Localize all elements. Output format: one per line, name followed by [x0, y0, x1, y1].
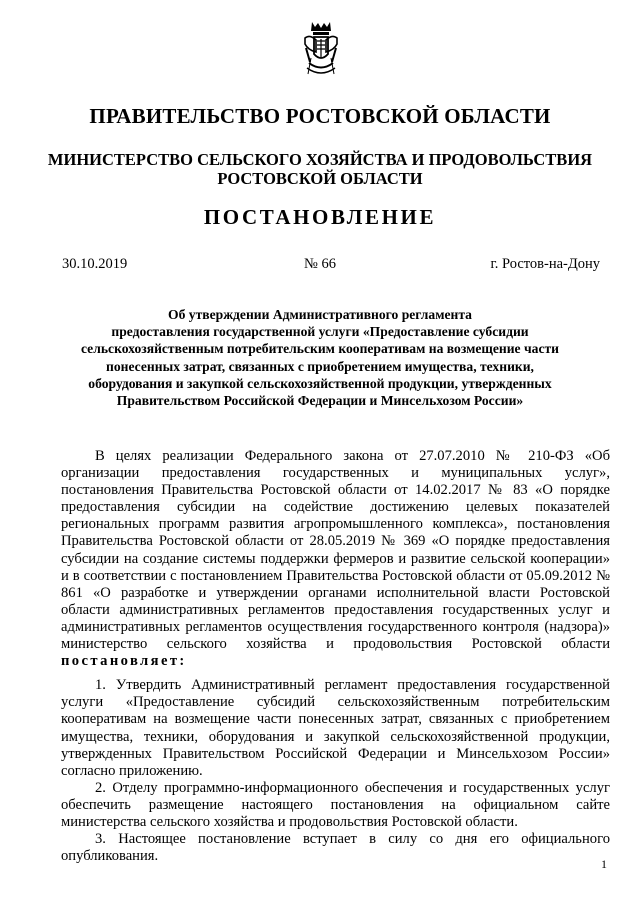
coat-of-arms-icon: [302, 18, 340, 78]
subject-line: предоставления государственной услуги «Предоставление субсидии: [111, 324, 529, 340]
document-type-title: ПОСТАНОВЛЕНИЕ: [203, 205, 437, 229]
subject-line: понесенных затрат, связанных с приобретением имущества, техники,: [106, 358, 534, 374]
subject-line: сельскохозяйственным потребительским кооперативам на возмещение части: [80, 341, 559, 357]
preamble-text: В целях реализации Федерального закона от 27.07.2010 № 210-ФЗ «Об организации предоставления государственных и муниципальных услуг», постановления Правительства Ростовской области от 14.02.2017 № 83 «О порядке предоставления субсидии на содействие достижению целевых показателей региональных программ развития агропромышленного комплекса», постановления Правительства Ростовской области от 28.05.2019 № 369 «О порядке предоставления субсидии на создание системы поддержки фермеров и развитие сельской кооперации» и в соответствии с постановлением Правительства Ростовской области от 05.09.2012 № 861 «О разработке и утверждении органами исполнительной власти Ростовской области административных регламентов предоставления государственных услуг и административных регламентов осуществления государственного контроля (надзора)» министерство сельского хозяйства и продовольствия Ростовской области: [61, 448, 610, 653]
preamble-paragraph: [61, 448, 610, 670]
document-city: г. Ростов-на-Дону: [490, 256, 600, 272]
ministry-heading-line: РОСТОВСКОЙ ОБЛАСТИ: [217, 169, 423, 188]
page-number: 1: [601, 857, 607, 871]
government-heading: ПРАВИТЕЛЬСТВО РОСТОВСКОЙ ОБЛАСТИ: [89, 104, 551, 128]
subject-line: Об утверждении Административного регламента: [168, 307, 472, 322]
ministry-heading: [20, 150, 620, 188]
ministry-heading-line: МИНИСТЕРСТВО СЕЛЬСКОГО ХОЗЯЙСТВА И ПРОДОВОЛЬСТВИЯ: [47, 150, 593, 169]
document-subject: [60, 306, 580, 409]
document-number: № 66: [304, 256, 336, 272]
resolution-item: 3. Настоящее постановление вступает в силу со дня его официального опубликования.: [61, 831, 610, 865]
document-date: 30.10.2019: [62, 256, 128, 272]
document-body: [61, 448, 610, 865]
resolution-item: 1. Утвердить Административный регламент предоставления государственной услуги «Предоставление субсидий сельскохозяйственным потребительским кооперативам на возмещение части понесенных затрат, связанных с приобретением имущества, техники, оборудования и закупкой сельскохозяйственной продукции, утвержденных Правительством Российской Федерации и Минсельхозом России» согласно приложению.: [61, 677, 610, 779]
resolution-item: 2. Отделу программно-информационного обеспечения и государственных услуг обеспечить размещение настоящего постановления на официальном сайте министерства сельского хозяйства и продовольствия Ростовской области.: [61, 779, 610, 830]
resolves-keyword: постановляет:: [61, 653, 187, 670]
subject-line: оборудования и закупкой сельскохозяйственной продукции, утвержденных: [88, 375, 552, 391]
subject-line: Правительством Российской Федерации и Минсельхозом России»: [116, 393, 524, 409]
